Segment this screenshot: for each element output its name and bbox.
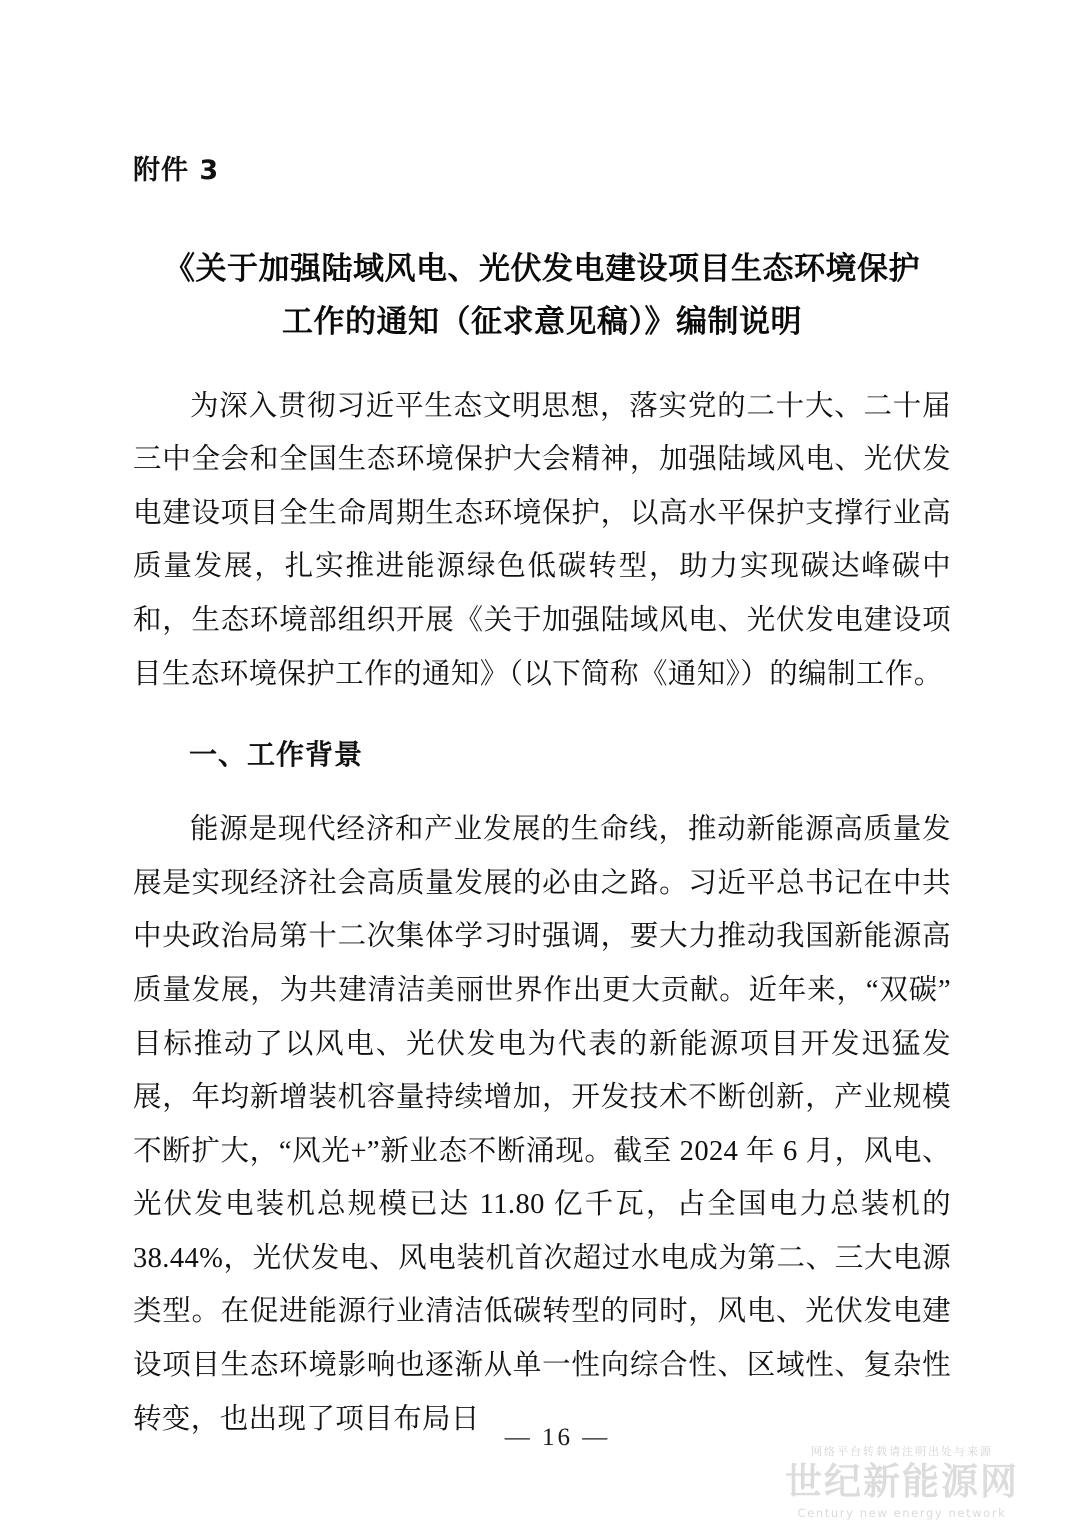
paragraph-intro: 为深入贯彻习近平生态文明思想，落实党的二十大、二十届三中全会和全国生态环境保护大会精神，加强陆域风电、光伏发电建设项目全生命周期生态环境保护，以高水平保护支撑行业高质量发展，扎实推进能源绿色低碳转型，助力实现碳达峰碳中和，生态环境部组织开展《关于加强陆域风电、光伏发电建设项目生态环境保护工作的通知》（以下简称《通知》）的编制工作。 xyxy=(133,390,951,690)
page-title xyxy=(133,243,951,350)
section-heading-background: 一、工作背景 xyxy=(189,737,364,771)
watermark-top-text: 网络平台转载请注明出处与来源 xyxy=(811,1445,993,1459)
watermark-main-text: 世纪新能源网 xyxy=(785,1459,1019,1504)
watermark-sub-text: Century new energy network xyxy=(797,1506,1007,1520)
page-content xyxy=(133,0,951,1475)
page-number: — 16 — xyxy=(504,1424,611,1451)
attachment-label: 附件 3 xyxy=(133,155,220,186)
page-title-line-2: 工作的通知（征求意见稿）》编制说明 xyxy=(282,304,802,341)
paragraph-background: 能源是现代经济和产业发展的生命线，推动新能源高质量发展是实现经济社会高质量发展的必由之路。习近平总书记在中共中央政治局第十二次集体学习时强调，要大力推动我国新能源高质量发展，为共建清洁美丽世界作出更大贡献。近年来，“双碳”目标推动了以风电、光伏发电为代表的新能源项目开发迅猛发展，年均新增装机容量持续增加，开发技术不断创新，产业规模不断扩大，“风光+”新业态不断涌现。截至 2024 年 6 月，风电、光伏发电装机总规模已达 11.80 亿千瓦，占全国电力总装机的 38.44%，光伏发电、风电装机首次超过水电成为第二、三大电源类型。在促进能源行业清洁低碳转型的同时，风电、光伏发电建设项目生态环境影响也逐渐从单一性向综合性、区域性、复杂性转变，也出现了项目布局日 xyxy=(133,814,951,1435)
page-title-line-1: 《关于加强陆域风电、光伏发电建设项目生态环境保护 xyxy=(164,251,920,287)
